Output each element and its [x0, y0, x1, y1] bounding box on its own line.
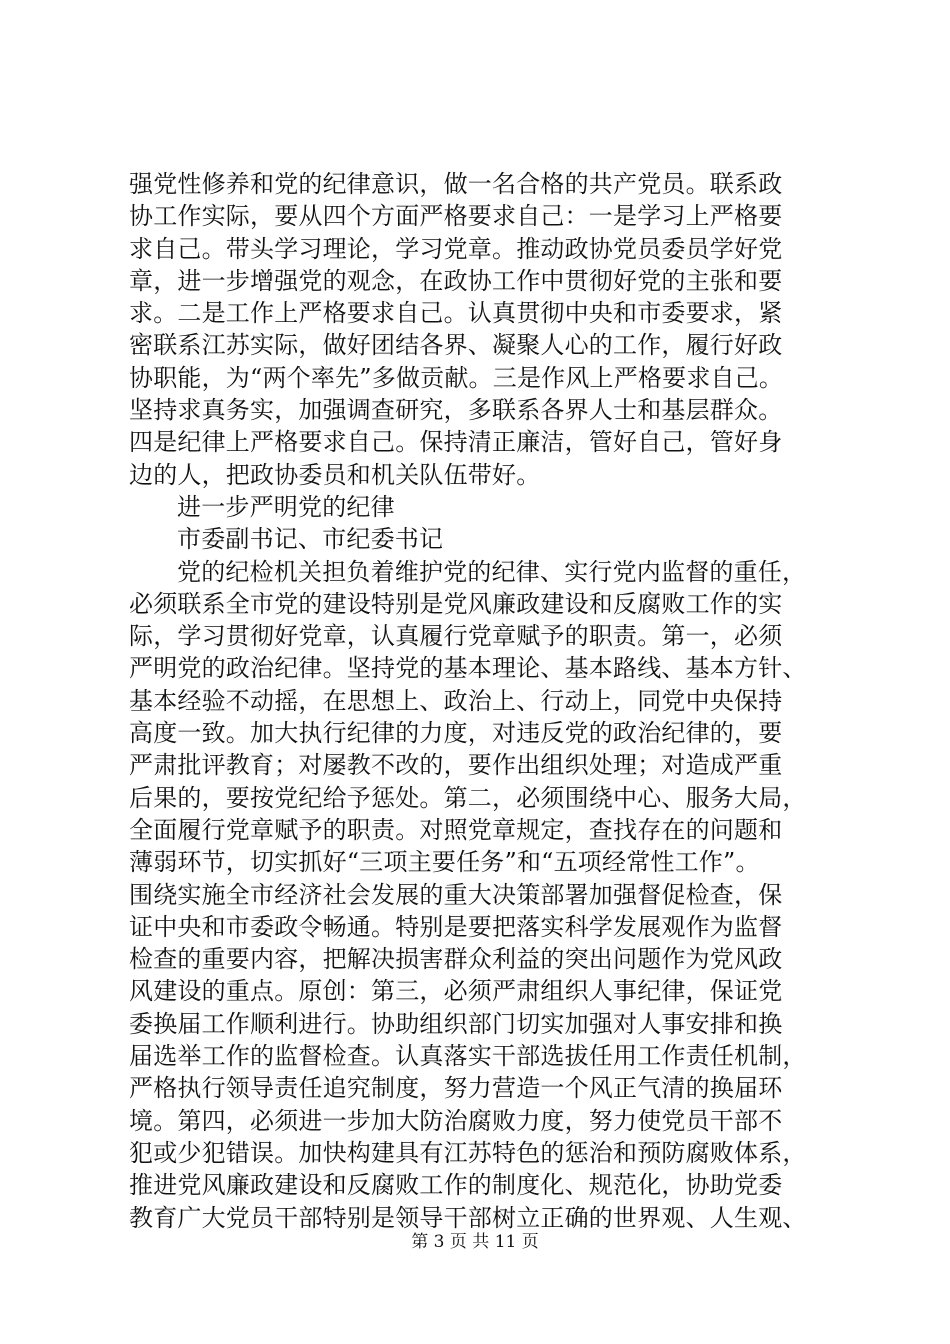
text-line: 教育广大党员干部特别是领导干部树立正确的世界观、人生观、 [129, 1203, 807, 1232]
text-line: 必须联系全市党的建设特别是党风廉政建设和反腐败工作的实 [129, 589, 783, 618]
text-line: 严明党的政治纪律。坚持党的基本理论、基本路线、基本方针、 [129, 654, 807, 683]
text-line: 边的人，把政协委员和机关队伍带好。 [129, 460, 541, 489]
text-line: 协职能，为“两个率先”多做贡献。三是作风上严格要求自己。 [129, 363, 784, 392]
text-line: 证中央和市委政令畅通。特别是要把落实科学发展观作为监督 [129, 912, 783, 941]
text-line: 全面履行党章赋予的职责。对照党章规定，查找存在的问题和 [129, 815, 783, 844]
text-line: 风建设的重点。原创：第三，必须严肃组织人事纪律，保证党 [129, 977, 783, 1006]
text-line: 犯或少犯错误。加快构建具有江苏特色的惩治和预防腐败体系， [129, 1138, 807, 1167]
text-line: 严格执行领导责任追究制度，努力营造一个风正气清的换届环 [129, 1074, 783, 1103]
text-line: 围绕实施全市经济社会发展的重大决策部署加强督促检查，保 [129, 880, 783, 909]
text-line: 求。二是工作上严格要求自己。认真贯彻中央和市委要求，紧 [129, 299, 783, 328]
text-line: 境。第四，必须进一步加大防治腐败力度，努力使党员干部不 [129, 1106, 783, 1135]
text-line: 党的纪检机关担负着维护党的纪律、实行党内监督的重任， [177, 557, 807, 586]
text-line: 密联系江苏实际，做好团结各界、凝聚人心的工作，履行好政 [129, 331, 783, 360]
text-line: 协工作实际，要从四个方面严格要求自己：一是学习上严格要 [129, 202, 783, 231]
text-line: 后果的，要按党纪给予惩处。第二，必须围绕中心、服务大局， [129, 783, 807, 812]
text-line: 际，学习贯彻好党章，认真履行党章赋予的职责。第一，必须 [129, 622, 783, 651]
document-body [129, 168, 859, 1234]
page-footer: 第 3 页 共 11 页 [411, 1232, 539, 1252]
text-line: 求自己。带头学习理论，学习党章。推动政协党员委员学好党 [129, 234, 783, 263]
text-line: 章，进一步增强党的观念，在政协工作中贯彻好党的主张和要 [129, 266, 783, 295]
text-line: 基本经验不动摇，在思想上、政治上、行动上，同党中央保持 [129, 686, 783, 715]
text-line: 严肃批评教育；对屡教不改的，要作出组织处理；对造成严重 [129, 751, 783, 780]
text-line: 届选举工作的监督检查。认真落实干部选拔任用工作责任机制， [129, 1042, 807, 1071]
text-line: 坚持求真务实，加强调查研究，多联系各界人士和基层群众。 [129, 396, 783, 425]
text-line: 市委副书记、市纪委书记 [177, 525, 444, 554]
text-line: 强党性修养和党的纪律意识，做一名合格的共产党员。联系政 [129, 170, 783, 198]
text-line: 进一步严明党的纪律 [177, 492, 395, 521]
text-line: 检查的重要内容，把解决损害群众利益的突出问题作为党风政 [129, 945, 783, 974]
text-line: 高度一致。加大执行纪律的力度，对违反党的政治纪律的，要 [129, 719, 783, 748]
text-line: 四是纪律上严格要求自己。保持清正廉洁，管好自己，管好身 [129, 428, 783, 457]
text-line: 推进党风廉政建设和反腐败工作的制度化、规范化，协助党委 [129, 1171, 783, 1200]
text-line: 薄弱环节，切实抓好“三项主要任务”和“五项经常性工作”。 [129, 848, 760, 877]
text-line: 委换届工作顺利进行。协助组织部门切实加强对人事安排和换 [129, 1009, 783, 1038]
